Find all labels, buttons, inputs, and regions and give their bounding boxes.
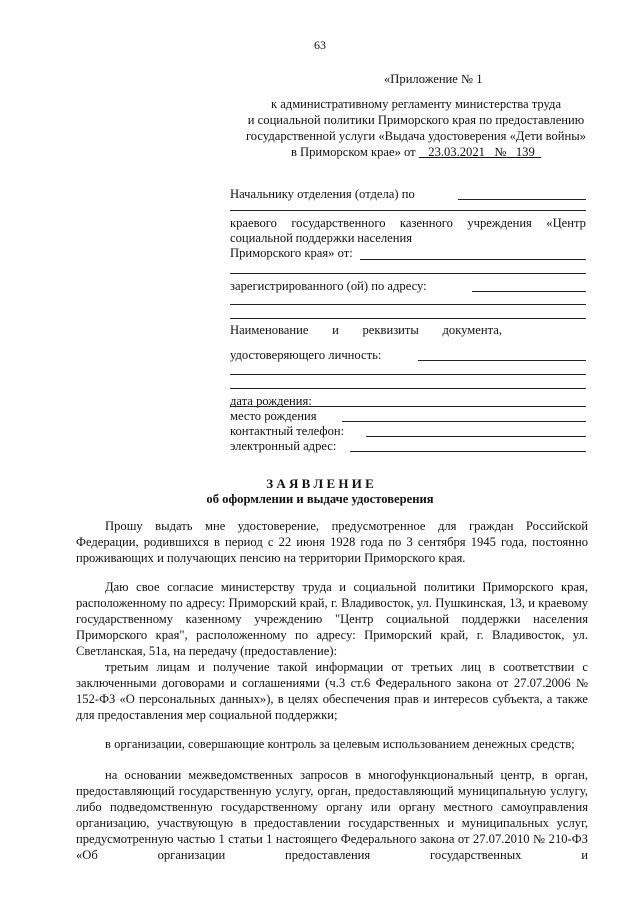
institution-line-1 <box>230 215 586 231</box>
institution-word: населения <box>357 231 412 245</box>
institution-line-3: Приморского края» от: <box>230 246 353 260</box>
id-document-line-2[interactable] <box>230 374 586 375</box>
appendix-line: к административному регламенту министерства труда <box>270 97 562 111</box>
appendix-title: «Приложение № 1 <box>384 72 483 86</box>
id-doc-word: и <box>332 323 339 337</box>
appendix-line: государственной услуги «Выдача удостоверения «Дети войны» <box>245 129 587 143</box>
birth-place-label: место рождения <box>230 409 317 423</box>
institution-word: краевого <box>230 216 277 230</box>
appendix-line: и социальной политики Приморского края по предоставлению <box>247 113 585 127</box>
paragraph: третьим лицам и получение такой информации от третьих лиц в соответствии с заключенными договорами и соглашениями (ч.3 ст.6 Федерального закона от 27.07.2006 № 152-ФЗ «О персональных данных»), в целях обеспечения прав и интересов субъекта, а также для предоставления мер социальной поддержки; <box>76 660 588 722</box>
appendix-last-line-prefix: в Приморском крае» от <box>290 145 416 159</box>
institution-word: казенного <box>399 216 453 230</box>
birth-place-line[interactable] <box>342 421 586 422</box>
appendix-block <box>230 96 602 160</box>
id-document-label: удостоверяющего личность: <box>230 348 382 362</box>
birth-date-label: дата рождения: <box>230 394 312 408</box>
department-line[interactable] <box>230 210 586 211</box>
appendix-date-value: 23.03.2021 <box>428 145 485 159</box>
email-label: электронный адрес: <box>230 439 337 453</box>
id-document-line-3[interactable] <box>230 388 586 389</box>
paragraph: Прошу выдать мне удостоверение, предусмотренное для граждан Российской Федерации, родившихся в период с 22 июня 1928 года по 3 сентября 1945 года, постоянно проживающих и получающих пенсию на территории Приморского края. <box>76 519 588 565</box>
head-of-department-label: Начальнику отделения (отдела) по <box>230 187 415 201</box>
id-document-line-1 <box>230 322 502 338</box>
email-line[interactable] <box>350 451 586 452</box>
id-doc-word: Наименование <box>230 323 309 337</box>
head-of-department-line[interactable] <box>458 199 586 200</box>
paragraph: на основании межведомственных запросов в многофункциональный центр, в орган, предоставляющий государственную услугу, орган, предоставляющий муниципальную услугу, либо подведомственную государственному органу или органу местного самоуправления организацию, участвующую в предоставлении государственных и муниципальных услуг, предусмотренную частью 1 статьи 1 настоящего Федерального закона от 27.07.2010 № 210-ФЗ «Об организации предоставления государственных и <box>76 768 588 862</box>
institution-word: учреждения <box>467 216 532 230</box>
id-document-line[interactable] <box>418 360 586 361</box>
institution-word: государственного <box>291 216 386 230</box>
applicant-name-line[interactable] <box>360 259 586 260</box>
registered-address-label: зарегистрированного (ой) по адресу: <box>230 279 427 293</box>
institution-word: социальной <box>230 231 293 245</box>
registered-address-line-2[interactable] <box>230 304 586 305</box>
phone-line[interactable] <box>366 436 586 437</box>
page-number: 63 <box>314 38 326 52</box>
statement-subtitle: об оформлении и выдаче удостоверения <box>206 492 434 506</box>
institution-line-2 <box>230 230 412 246</box>
phone-label: контактный телефон: <box>230 424 345 438</box>
paragraph: в организации, совершающие контроль за целевым использованием денежных средств; <box>105 737 575 751</box>
statement-title: З А Я В Л Е Н И Е <box>266 476 374 491</box>
paragraph: Даю свое согласие министерству труда и социальной политики Приморского края, расположенному по адресу: Приморский край, г. Владивосток, ул. Пушкинская, 13, и краевому государственному казенному учреждению "Центр социальной поддержки населения Приморского края", расположенному по адресу: Приморский край, г. Владивосток, ул. Светланская, 51а, на передачу (предоставление): <box>76 580 588 658</box>
applicant-name-line-2[interactable] <box>230 273 586 274</box>
id-doc-word: реквизиты <box>362 323 419 337</box>
appendix-number-label: № <box>494 145 507 159</box>
registered-address-line-3[interactable] <box>230 318 586 319</box>
appendix-number: 139 <box>515 145 535 159</box>
appendix-date <box>419 145 541 159</box>
registered-address-line[interactable] <box>472 291 586 292</box>
institution-word: «Центр <box>546 216 586 230</box>
appendix-last-line <box>230 144 602 160</box>
id-doc-word: документа, <box>442 323 502 337</box>
birth-date-line[interactable] <box>230 406 586 407</box>
institution-word: поддержки <box>295 231 355 245</box>
